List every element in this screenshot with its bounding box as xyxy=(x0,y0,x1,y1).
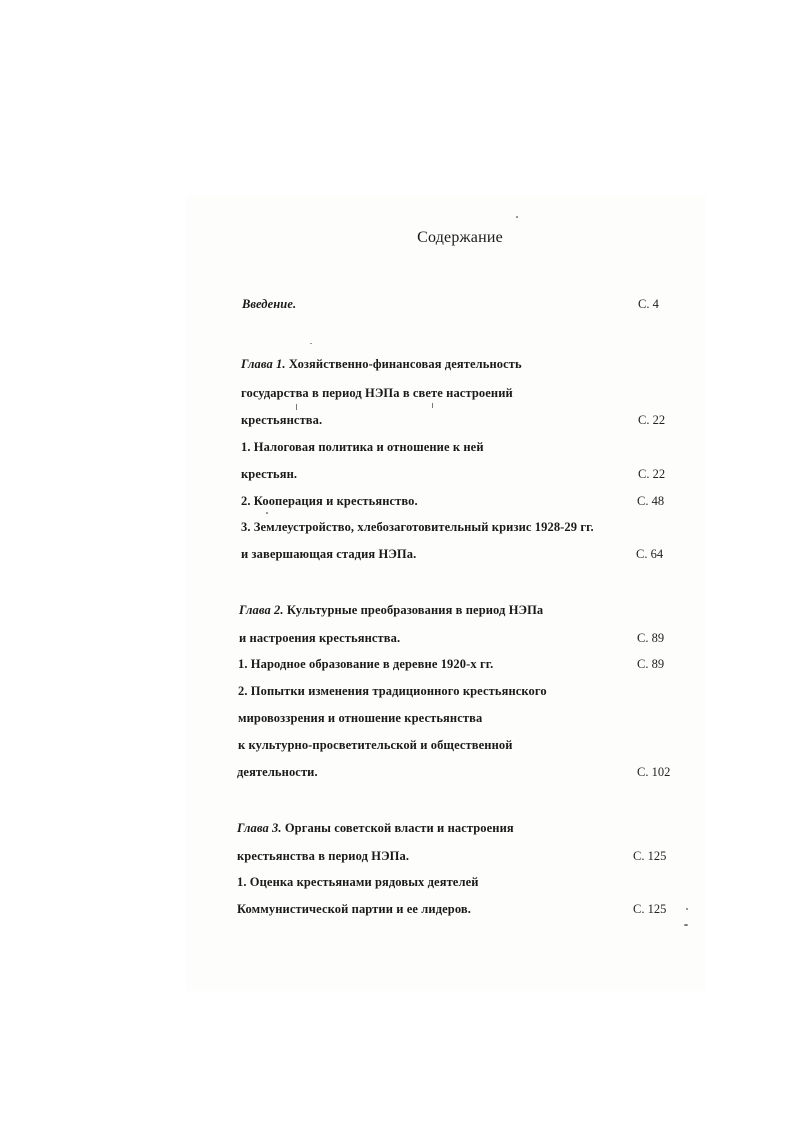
toc-chapter2-heading xyxy=(239,603,543,618)
toc-section-page: С. 89 xyxy=(637,657,665,671)
scanned-page xyxy=(186,196,706,991)
scan-speck xyxy=(516,216,518,218)
toc-chapter3-title-line: крестьянства в период НЭПа. xyxy=(237,849,410,863)
toc-chapter3-heading xyxy=(237,821,514,836)
toc-section-line: 2. Кооперация и крестьянство. xyxy=(241,494,418,508)
toc-section-line: Коммунистической партии и ее лидеров. xyxy=(237,902,471,916)
toc-chapter1-label: Глава 1. xyxy=(241,357,286,371)
toc-section-page: С. 48 xyxy=(637,494,665,508)
toc-chapter1-heading xyxy=(241,357,522,372)
toc-chapter3-title-line: Органы советской власти и настроения xyxy=(284,821,514,835)
toc-section-page: С. 102 xyxy=(637,765,671,779)
scan-speck xyxy=(266,512,268,514)
toc-section-line: 2. Попытки изменения традиционного крестьянского xyxy=(238,684,547,698)
toc-section-page: С. 22 xyxy=(638,467,666,481)
toc-section-line: деятельности. xyxy=(237,765,318,779)
scan-speck xyxy=(684,924,688,926)
toc-chapter3-page: С. 125 xyxy=(633,849,667,863)
toc-chapter1-title-line: Хозяйственно-финансовая деятельность xyxy=(288,357,522,371)
toc-chapter1-page: С. 22 xyxy=(638,413,666,427)
scan-speck xyxy=(432,403,433,408)
toc-chapter2-title-line: и настроения крестьянства. xyxy=(239,631,401,645)
toc-section-line: 1. Оценка крестьянами рядовых деятелей xyxy=(237,875,479,889)
toc-section-line: и завершающая стадия НЭПа. xyxy=(241,547,417,561)
toc-section-line: 3. Землеустройство, хлебозаготовительный кризис 1928-29 гг. xyxy=(241,520,594,534)
scan-speck xyxy=(296,404,297,410)
toc-chapter2-page: С. 89 xyxy=(637,631,665,645)
toc-section-line: мировоззрения и отношение крестьянства xyxy=(238,711,483,725)
toc-intro-page: С. 4 xyxy=(638,297,659,311)
toc-section-line: 1. Налоговая политика и отношение к ней xyxy=(241,440,484,454)
toc-chapter3-label: Глава 3. xyxy=(237,821,282,835)
toc-section-page: С. 64 xyxy=(636,547,664,561)
toc-section-page: С. 125 xyxy=(633,902,667,916)
toc-chapter1-title-line: государства в период НЭПа в свете настроений xyxy=(241,386,513,400)
toc-section-line: крестьян. xyxy=(241,467,298,481)
toc-chapter2-label: Глава 2. xyxy=(239,603,284,617)
page-title: Содержание xyxy=(417,229,503,246)
toc-chapter2-title-line: Культурные преобразования в период НЭПа xyxy=(286,603,544,617)
toc-intro-label: Введение. xyxy=(242,297,297,311)
toc-chapter1-title-line: крестьянства. xyxy=(241,413,323,427)
toc-section-line: 1. Народное образование в деревне 1920-х гг. xyxy=(238,657,494,671)
scan-speck xyxy=(686,908,688,910)
scan-speck xyxy=(310,343,312,344)
toc-section-line: к культурно-просветительской и общественной xyxy=(238,738,513,752)
